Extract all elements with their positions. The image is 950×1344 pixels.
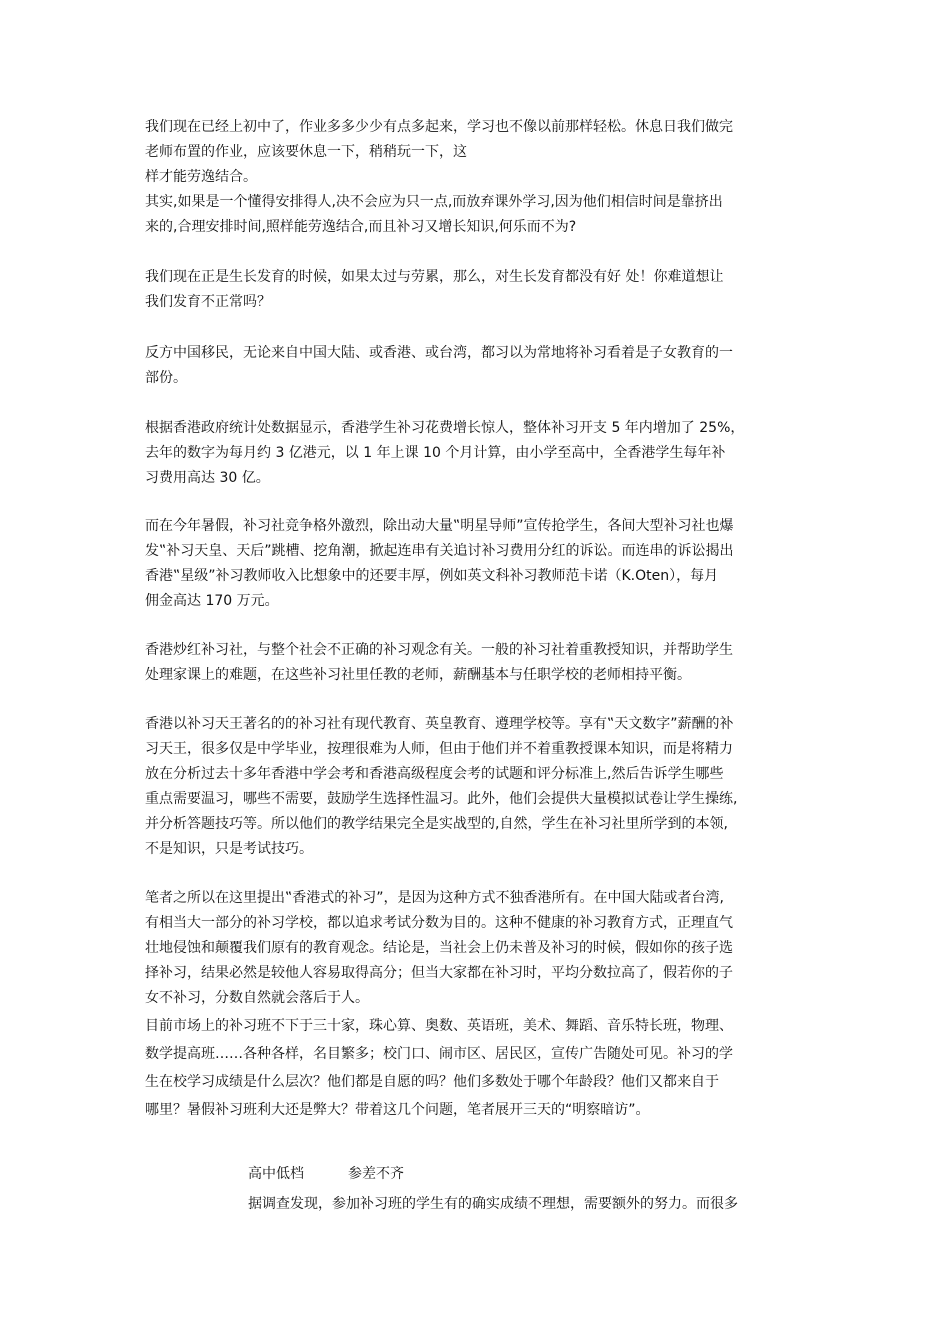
text-line: 习天王，很多仅是中学毕业，按理很难为人师，但由于他们并不着重教授课本知识，而是将精力 bbox=[145, 741, 733, 757]
text-line: 生在校学习成绩是什么层次？他们都是自愿的吗？他们多数处于哪个年龄段？他们又都来自于 bbox=[145, 1074, 719, 1090]
text-line: 其实,如果是一个懂得安排得人,决不会应为只一点,而放弃课外学习,因为他们相信时间是靠挤出 bbox=[145, 194, 723, 210]
paragraph-7 bbox=[145, 638, 810, 688]
paragraph-6 bbox=[145, 514, 810, 614]
text-line: 香港以补习天王著名的的补习社有现代教育、英皇教育、遵理学校等。享有‟天文数字”薪酬的补 bbox=[145, 716, 734, 732]
text-line: 佣金高达 170 万元。 bbox=[145, 593, 279, 609]
text-line: 笔者之所以在这里提出‟香港式的补习”，是因为这种方式不独香港所有。在中国大陆或者台湾, bbox=[145, 890, 724, 906]
paragraph-1 bbox=[145, 115, 810, 190]
text-line: 而在今年暑假，补习社竞争格外激烈，除出动大量‟明星导师”宣传抢学生，各间大型补习社也爆 bbox=[145, 518, 734, 534]
paragraph-3 bbox=[145, 265, 810, 315]
text-line: 香港‟星级”补习教师收入比想象中的还要丰厚，例如英文科补习教师范卡诺（K.Oten），每月 bbox=[145, 568, 719, 584]
paragraph-2 bbox=[145, 190, 810, 240]
text-line: 习费用高达 30 亿。 bbox=[145, 470, 270, 486]
text-line: 放在分析过去十多年香港中学会考和香港高级程度会考的试题和评分标准上,然后告诉学生哪些 bbox=[145, 766, 724, 782]
text-line: 择补习，结果必然是较他人容易取得高分；但当大家都在补习时，平均分数拉高了，假若你的子 bbox=[145, 965, 733, 981]
text-line: 处理家课上的难题，在这些补习社里任教的老师，薪酬基本与任职学校的老师相持平衡。 bbox=[145, 667, 691, 683]
text-line: 并分析答题技巧等。所以他们的教学结果完全是实战型的,自然，学生在补习社里所学到的本领, bbox=[145, 816, 728, 832]
paragraph-4 bbox=[145, 341, 810, 391]
paragraph-5 bbox=[145, 416, 810, 491]
paragraph-8 bbox=[145, 712, 810, 862]
text-line: 香港炒红补习社，与整个社会不正确的补习观念有关。一般的补习社着重教授知识，并帮助学生 bbox=[145, 642, 733, 658]
text-line: 根据香港政府统计处数据显示，香港学生补习花费增长惊人，整体补习开支 5 年内增加了 25%， bbox=[145, 420, 745, 436]
text-line: 重点需要温习，哪些不需要，鼓励学生选择性温习。此外，他们会提供大量模拟试卷让学生操练, bbox=[145, 791, 738, 807]
text-line: 发‟补习天皇、天后”跳槽、挖角潮，掀起连串有关追讨补习费用分红的诉讼。而连串的诉讼揭出 bbox=[145, 543, 734, 559]
paragraph-10 bbox=[145, 1012, 810, 1124]
section-subheading bbox=[248, 1162, 404, 1187]
text-line: 目前市场上的补习班不下于三十家，珠心算、奥数、英语班，美术、舞蹈、音乐特长班，物理、 bbox=[145, 1018, 733, 1034]
text-line: 来的,合理安排时间,照样能劳逸结合,而且补习又增长知识,何乐而不为? bbox=[145, 219, 577, 235]
text-line: 哪里？暑假补习班利大还是弊大？带着这几个问题，笔者展开三天的“明察暗访”。 bbox=[145, 1102, 650, 1118]
paragraph-9 bbox=[145, 886, 810, 1011]
text-line: 老师布置的作业，应该要休息一下，稍稍玩一下，这 bbox=[145, 144, 467, 160]
text-line: 我们现在已经上初中了，作业多多少少有点多起来，学习也不像以前那样轻松。休息日我们做完 bbox=[145, 119, 733, 135]
text-line: 去年的数字为每月约 3 亿港元，以 1 年上课 10 个月计算，由小学至高中，全香港学生每年补 bbox=[145, 445, 726, 461]
text-line: 有相当大一部分的补习学校，都以追求考试分数为目的。这种不健康的补习教育方式，正理直气 bbox=[145, 915, 733, 931]
text-line: 样才能劳逸结合。 bbox=[145, 169, 257, 185]
text-line: 反方中国移民，无论来自中国大陆、或香港、或台湾，都习以为常地将补习看着是子女教育的一 bbox=[145, 345, 733, 361]
text-line: 不是知识，只是考试技巧。 bbox=[145, 841, 313, 857]
text-line: 壮地侵蚀和颠覆我们原有的教育观念。结论是，当社会上仍未普及补习的时候，假如你的孩子选 bbox=[145, 940, 733, 956]
text-line: 部份。 bbox=[145, 370, 187, 386]
tail-line: 据调查发现，参加补习班的学生有的确实成绩不理想，需要额外的努力。而很多 bbox=[248, 1196, 738, 1212]
subheading-right: 参差不齐 bbox=[348, 1166, 404, 1182]
subheading-left: 高中低档 bbox=[248, 1166, 304, 1182]
text-line: 我们发育不正常吗？ bbox=[145, 294, 271, 310]
text-line: 数学提高班……各种各样，名目繁多；校门口、闹市区、居民区，宣传广告随处可见。补习的学 bbox=[145, 1046, 733, 1062]
text-line: 我们现在正是生长发育的时候，如果太过与劳累，那么，对生长发育都没有好 处！你难道想让 bbox=[145, 269, 724, 285]
text-line: 女不补习，分数自然就会落后于人。 bbox=[145, 990, 369, 1006]
